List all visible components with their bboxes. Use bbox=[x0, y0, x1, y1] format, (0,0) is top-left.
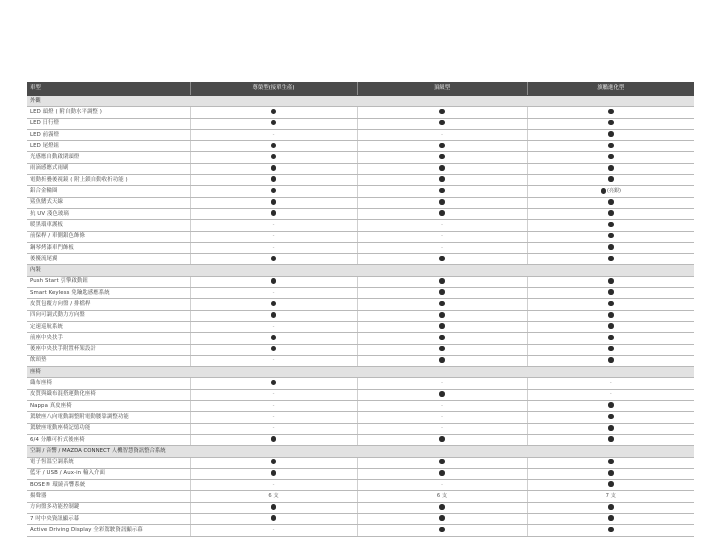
feature-standard-dot bbox=[190, 163, 357, 174]
feature-unavailable bbox=[190, 129, 357, 140]
feature-standard-dot bbox=[527, 513, 694, 524]
table-row bbox=[27, 186, 694, 197]
feature-standard-dot bbox=[527, 502, 694, 513]
feature-standard-dot bbox=[527, 276, 694, 287]
feature-name: LED 前霧燈 bbox=[27, 129, 190, 140]
feature-unavailable bbox=[190, 321, 357, 332]
feature-unavailable bbox=[357, 242, 527, 253]
dash-mark: - bbox=[272, 391, 275, 398]
filled-circle-icon bbox=[439, 312, 445, 318]
feature-standard-dot bbox=[357, 276, 527, 287]
feature-unavailable bbox=[190, 242, 357, 253]
feature-unavailable bbox=[357, 220, 527, 231]
feature-standard-dot bbox=[527, 457, 694, 468]
table-row bbox=[27, 197, 694, 208]
table-row bbox=[27, 310, 694, 321]
feature-name: 電動折疊後視鏡 ( 附上鎖自動收折功能 ) bbox=[27, 175, 190, 186]
header-trim-flagship: 旗艦進化型 bbox=[527, 82, 694, 96]
feature-standard-dot bbox=[527, 129, 694, 140]
table-row bbox=[27, 378, 694, 389]
feature-name: 駕駛座電動座椅記憶功能 bbox=[27, 423, 190, 434]
feature-name: 藍牙 / USB / Aux-in 輸入介面 bbox=[27, 468, 190, 479]
feature-standard-dot bbox=[190, 378, 357, 389]
dash-mark: - bbox=[272, 357, 275, 364]
table-row bbox=[27, 434, 694, 445]
filled-circle-icon bbox=[608, 165, 614, 171]
header-trim-premium: 尊榮型(接單生產) bbox=[190, 82, 357, 96]
filled-circle-icon bbox=[601, 188, 607, 194]
filled-circle-icon bbox=[608, 256, 614, 262]
feature-name: 前座中央扶手 bbox=[27, 333, 190, 344]
filled-circle-icon bbox=[439, 143, 445, 149]
table-row bbox=[27, 276, 694, 287]
feature-standard-dot bbox=[357, 152, 527, 163]
filled-circle-icon bbox=[439, 210, 445, 216]
table-row bbox=[27, 423, 694, 434]
table-row bbox=[27, 175, 694, 186]
feature-unavailable bbox=[190, 423, 357, 434]
feature-standard-dot bbox=[527, 231, 694, 242]
feature-value-text: 7 支 bbox=[605, 493, 616, 500]
feature-name: 四向可調式動力方向盤 bbox=[27, 310, 190, 321]
filled-circle-icon bbox=[439, 504, 445, 510]
feature-name: 揚聲器 bbox=[27, 491, 190, 502]
filled-circle-icon bbox=[608, 143, 614, 149]
dash-mark: - bbox=[609, 391, 612, 398]
filled-circle-icon bbox=[271, 199, 277, 205]
filled-circle-icon bbox=[271, 278, 277, 284]
filled-circle-icon bbox=[439, 323, 445, 329]
filled-circle-icon bbox=[608, 131, 614, 137]
feature-value-text: 6 支 bbox=[268, 493, 279, 500]
filled-circle-icon bbox=[608, 402, 614, 408]
spec-body bbox=[27, 96, 694, 537]
table-row bbox=[27, 242, 694, 253]
feature-standard-dot bbox=[527, 434, 694, 445]
feature-standard-dot bbox=[527, 344, 694, 355]
filled-circle-icon bbox=[439, 188, 445, 194]
feature-standard-dot bbox=[357, 288, 527, 299]
filled-circle-icon bbox=[608, 244, 614, 250]
filled-circle-icon bbox=[608, 233, 614, 239]
feature-standard-dot bbox=[527, 401, 694, 412]
feature-name: 6/4 分離可折式後座椅 bbox=[27, 434, 190, 445]
filled-circle-icon bbox=[439, 289, 445, 295]
filled-circle-icon bbox=[271, 176, 277, 182]
feature-standard-dot bbox=[527, 321, 694, 332]
feature-standard-dot bbox=[527, 355, 694, 366]
feature-unavailable bbox=[190, 525, 357, 536]
feature-unavailable bbox=[190, 480, 357, 491]
dash-mark: - bbox=[441, 481, 443, 488]
table-row bbox=[27, 457, 694, 468]
dash-mark: - bbox=[441, 402, 443, 409]
feature-standard-dot bbox=[527, 118, 694, 129]
dash-mark: - bbox=[272, 481, 275, 488]
header-model: 車型 bbox=[27, 82, 190, 96]
dash-mark: - bbox=[272, 131, 275, 138]
feature-standard-dot bbox=[190, 310, 357, 321]
feature-standard-dot bbox=[527, 423, 694, 434]
section-row bbox=[27, 367, 694, 378]
filled-circle-icon bbox=[271, 143, 277, 149]
table-row bbox=[27, 480, 694, 491]
feature-standard-dot bbox=[357, 310, 527, 321]
filled-circle-icon bbox=[271, 504, 277, 510]
dash-mark: - bbox=[441, 221, 443, 228]
filled-circle-icon bbox=[608, 459, 614, 465]
table-row bbox=[27, 254, 694, 265]
feature-unavailable bbox=[357, 423, 527, 434]
filled-circle-icon bbox=[608, 176, 614, 182]
feature-standard-dot bbox=[357, 163, 527, 174]
feature-value-text: 6 支 bbox=[436, 493, 448, 500]
table-row bbox=[27, 525, 694, 536]
filled-circle-icon bbox=[271, 436, 277, 442]
table-row bbox=[27, 299, 694, 310]
feature-name: 皮質包覆方向盤 / 排檔桿 bbox=[27, 299, 190, 310]
dash-mark: - bbox=[272, 425, 275, 432]
feature-name: 電子恆溫空調系統 bbox=[27, 457, 190, 468]
spec-table bbox=[27, 82, 694, 537]
section-row bbox=[27, 96, 694, 107]
filled-circle-icon bbox=[608, 504, 614, 510]
filled-circle-icon bbox=[439, 346, 445, 352]
filled-circle-icon bbox=[439, 301, 445, 307]
feature-unavailable bbox=[527, 378, 694, 389]
filled-circle-icon bbox=[271, 210, 277, 216]
feature-name: 飲頸墊 bbox=[27, 355, 190, 366]
filled-circle-icon bbox=[439, 176, 445, 182]
feature-unavailable bbox=[357, 231, 527, 242]
filled-circle-icon bbox=[271, 109, 277, 115]
dash-mark: - bbox=[609, 380, 612, 387]
feature-standard-dot bbox=[357, 175, 527, 186]
dash-mark: - bbox=[272, 289, 275, 296]
filled-circle-icon bbox=[608, 425, 614, 431]
feature-standard-dot bbox=[190, 457, 357, 468]
feature-standard-dot bbox=[527, 242, 694, 253]
filled-circle-icon bbox=[271, 256, 277, 262]
feature-standard-dot bbox=[527, 288, 694, 299]
feature-note: (亮銀) bbox=[607, 187, 621, 194]
feature-standard-dot bbox=[190, 434, 357, 445]
filled-circle-icon bbox=[271, 188, 277, 194]
filled-circle-icon bbox=[439, 357, 445, 363]
dash-mark: - bbox=[272, 323, 275, 330]
feature-standard-dot bbox=[527, 333, 694, 344]
feature-standard-dot bbox=[527, 186, 694, 197]
table-row bbox=[27, 321, 694, 332]
feature-standard-dot bbox=[357, 299, 527, 310]
feature-standard-dot bbox=[357, 118, 527, 129]
table-row bbox=[27, 389, 694, 400]
table-row bbox=[27, 401, 694, 412]
filled-circle-icon bbox=[439, 165, 445, 171]
feature-name: 雨滴感應式雨刷 bbox=[27, 163, 190, 174]
filled-circle-icon bbox=[439, 335, 445, 341]
feature-standard-dot bbox=[190, 276, 357, 287]
section-title: 外觀 bbox=[27, 96, 694, 107]
filled-circle-icon bbox=[608, 109, 614, 115]
table-row bbox=[27, 208, 694, 219]
filled-circle-icon bbox=[271, 470, 277, 476]
filled-circle-icon bbox=[608, 470, 614, 476]
feature-name: 光感應自動啟閉頭燈 bbox=[27, 152, 190, 163]
feature-name: 織布座椅 bbox=[27, 378, 190, 389]
filled-circle-icon bbox=[271, 312, 277, 318]
feature-unavailable bbox=[527, 389, 694, 400]
feature-standard-dot bbox=[190, 208, 357, 219]
feature-standard-dot bbox=[357, 321, 527, 332]
filled-circle-icon bbox=[439, 459, 445, 465]
feature-unavailable bbox=[190, 401, 357, 412]
feature-name: 7 吋中央資訊顯示幕 bbox=[27, 513, 190, 524]
filled-circle-icon bbox=[608, 515, 614, 521]
section-row bbox=[27, 265, 694, 276]
table-row bbox=[27, 412, 694, 423]
filled-circle-icon bbox=[608, 301, 614, 307]
feature-unavailable bbox=[190, 288, 357, 299]
feature-standard-dot bbox=[527, 141, 694, 152]
feature-value bbox=[190, 491, 357, 502]
feature-unavailable bbox=[357, 378, 527, 389]
feature-unavailable bbox=[190, 220, 357, 231]
feature-standard-dot bbox=[527, 468, 694, 479]
feature-standard-dot bbox=[527, 175, 694, 186]
dash-mark: - bbox=[272, 526, 275, 533]
feature-name: Nappa 真皮座椅 bbox=[27, 401, 190, 412]
table-row bbox=[27, 491, 694, 502]
feature-name: Smart Keyless 免鑰匙感應系統 bbox=[27, 288, 190, 299]
feature-standard-dot bbox=[527, 163, 694, 174]
feature-standard-dot bbox=[190, 197, 357, 208]
section-title: 空調 / 音響 / MAZDA CONNECT 人機智慧資訊整合系統 bbox=[27, 446, 694, 457]
filled-circle-icon bbox=[271, 335, 277, 341]
table-row bbox=[27, 129, 694, 140]
feature-unavailable bbox=[357, 412, 527, 423]
feature-name: BOSE® 環繞音響系統 bbox=[27, 480, 190, 491]
feature-standard-dot bbox=[357, 502, 527, 513]
filled-circle-icon bbox=[439, 109, 445, 115]
feature-name: 抗 UV 淺色玻璃 bbox=[27, 208, 190, 219]
feature-standard-dot bbox=[190, 175, 357, 186]
feature-standard-dot bbox=[527, 208, 694, 219]
filled-circle-icon bbox=[439, 436, 445, 442]
filled-circle-icon bbox=[608, 346, 614, 352]
filled-circle-icon bbox=[608, 278, 614, 284]
feature-standard-dot bbox=[357, 434, 527, 445]
filled-circle-icon bbox=[439, 515, 445, 521]
feature-name: LED 尾燈組 bbox=[27, 141, 190, 152]
feature-standard-dot bbox=[357, 457, 527, 468]
filled-circle-icon bbox=[439, 154, 445, 160]
filled-circle-icon bbox=[439, 278, 445, 284]
dash-mark: - bbox=[441, 413, 443, 420]
filled-circle-icon bbox=[271, 154, 277, 160]
filled-circle-icon bbox=[608, 527, 614, 533]
filled-circle-icon bbox=[271, 515, 277, 521]
filled-circle-icon bbox=[271, 346, 277, 352]
feature-standard-dot bbox=[357, 254, 527, 265]
feature-name: 鋁合金輪圈 bbox=[27, 186, 190, 197]
filled-circle-icon bbox=[608, 222, 614, 228]
feature-unavailable bbox=[357, 129, 527, 140]
feature-standard-dot bbox=[190, 513, 357, 524]
feature-standard-dot bbox=[527, 152, 694, 163]
feature-standard-dot bbox=[357, 333, 527, 344]
feature-name: Push Start 引擎啟動鈕 bbox=[27, 276, 190, 287]
table-row bbox=[27, 163, 694, 174]
feature-standard-dot bbox=[190, 344, 357, 355]
feature-unavailable bbox=[357, 401, 527, 412]
feature-standard-dot bbox=[357, 513, 527, 524]
feature-name: 方向盤多功能控制鍵 bbox=[27, 502, 190, 513]
filled-circle-icon bbox=[271, 165, 277, 171]
feature-standard-dot bbox=[190, 502, 357, 513]
feature-standard-dot bbox=[357, 186, 527, 197]
filled-circle-icon bbox=[608, 481, 614, 487]
dash-mark: - bbox=[441, 233, 443, 240]
section-row bbox=[27, 446, 694, 457]
feature-name: LED 日行燈 bbox=[27, 118, 190, 129]
filled-circle-icon bbox=[608, 210, 614, 216]
filled-circle-icon bbox=[608, 312, 614, 318]
feature-standard-dot bbox=[190, 186, 357, 197]
table-row bbox=[27, 468, 694, 479]
table-row bbox=[27, 231, 694, 242]
table-row bbox=[27, 513, 694, 524]
feature-name: 後擾流尾翼 bbox=[27, 254, 190, 265]
feature-value bbox=[527, 491, 694, 502]
feature-name: 暖黑環車護板 bbox=[27, 220, 190, 231]
feature-standard-dot bbox=[357, 141, 527, 152]
feature-standard-dot bbox=[357, 525, 527, 536]
feature-name: 皮質與織布混搭運動化座椅 bbox=[27, 389, 190, 400]
table-row bbox=[27, 141, 694, 152]
table-row bbox=[27, 107, 694, 118]
feature-standard-dot bbox=[357, 344, 527, 355]
table-row bbox=[27, 344, 694, 355]
dash-mark: - bbox=[441, 244, 443, 251]
feature-standard-dot bbox=[190, 299, 357, 310]
feature-standard-dot bbox=[527, 107, 694, 118]
feature-name: 駕駛座八向電動調整附電動腰靠調整功能 bbox=[27, 412, 190, 423]
feature-name: 定速巡航系統 bbox=[27, 321, 190, 332]
filled-circle-icon bbox=[439, 120, 445, 126]
header-row bbox=[27, 82, 694, 96]
feature-unavailable bbox=[190, 412, 357, 423]
feature-unavailable bbox=[190, 389, 357, 400]
filled-circle-icon bbox=[608, 357, 614, 363]
dash-mark: - bbox=[272, 413, 275, 420]
filled-circle-icon bbox=[439, 256, 445, 262]
dash-mark: - bbox=[272, 221, 275, 228]
filled-circle-icon bbox=[608, 436, 614, 442]
feature-unavailable bbox=[190, 355, 357, 366]
feature-standard-dot bbox=[190, 468, 357, 479]
header-trim-top: 頂級型 bbox=[357, 82, 527, 96]
feature-standard-dot bbox=[527, 480, 694, 491]
dash-mark: - bbox=[441, 380, 443, 387]
dash-mark: - bbox=[441, 131, 443, 138]
dash-mark: - bbox=[272, 233, 275, 240]
feature-unavailable bbox=[190, 231, 357, 242]
dash-mark: - bbox=[272, 402, 275, 409]
feature-standard-dot bbox=[190, 118, 357, 129]
feature-standard-dot bbox=[357, 468, 527, 479]
feature-standard-dot bbox=[527, 220, 694, 231]
filled-circle-icon bbox=[439, 527, 445, 533]
feature-name: LED 頭燈 ( 附自動水平調整 ) bbox=[27, 107, 190, 118]
feature-name: 前保桿 / 車側銀色飾條 bbox=[27, 231, 190, 242]
filled-circle-icon bbox=[608, 414, 614, 420]
feature-standard-dot bbox=[527, 254, 694, 265]
feature-name: 鋼琴烤漆車門飾板 bbox=[27, 242, 190, 253]
filled-circle-icon bbox=[608, 335, 614, 341]
dash-mark: - bbox=[272, 244, 275, 251]
feature-standard-dot bbox=[190, 107, 357, 118]
feature-standard-dot bbox=[190, 152, 357, 163]
feature-unavailable bbox=[357, 480, 527, 491]
dash-mark: - bbox=[441, 425, 443, 432]
filled-circle-icon bbox=[271, 380, 277, 386]
filled-circle-icon bbox=[608, 289, 614, 295]
filled-circle-icon bbox=[439, 199, 445, 205]
feature-standard-dot bbox=[190, 254, 357, 265]
feature-name: Active Driving Display 全彩駕駛資訊顯示幕 bbox=[27, 525, 190, 536]
filled-circle-icon bbox=[608, 120, 614, 126]
feature-standard-dot bbox=[527, 197, 694, 208]
feature-standard-dot bbox=[527, 525, 694, 536]
filled-circle-icon bbox=[271, 301, 277, 307]
table-row bbox=[27, 152, 694, 163]
filled-circle-icon bbox=[439, 391, 445, 397]
feature-standard-dot bbox=[357, 197, 527, 208]
feature-standard-dot bbox=[357, 208, 527, 219]
feature-standard-dot bbox=[527, 299, 694, 310]
feature-standard-dot bbox=[527, 310, 694, 321]
table-row bbox=[27, 118, 694, 129]
feature-standard-dot bbox=[357, 389, 527, 400]
table-row bbox=[27, 288, 694, 299]
feature-value bbox=[357, 491, 527, 502]
section-title: 內裝 bbox=[27, 265, 694, 276]
feature-name: 後座中央扶手附置杯架設計 bbox=[27, 344, 190, 355]
table-row bbox=[27, 502, 694, 513]
feature-standard-dot bbox=[357, 355, 527, 366]
filled-circle-icon bbox=[608, 199, 614, 205]
table-row bbox=[27, 355, 694, 366]
feature-standard-dot bbox=[190, 333, 357, 344]
feature-standard-dot bbox=[357, 107, 527, 118]
table-row bbox=[27, 220, 694, 231]
section-title: 座椅 bbox=[27, 367, 694, 378]
table-row bbox=[27, 333, 694, 344]
filled-circle-icon bbox=[439, 470, 445, 476]
feature-standard-dot bbox=[527, 412, 694, 423]
filled-circle-icon bbox=[608, 154, 614, 160]
feature-standard-dot bbox=[190, 141, 357, 152]
filled-circle-icon bbox=[271, 120, 277, 126]
feature-name: 鯊魚鰭式天線 bbox=[27, 197, 190, 208]
filled-circle-icon bbox=[608, 323, 614, 329]
filled-circle-icon bbox=[271, 459, 277, 465]
